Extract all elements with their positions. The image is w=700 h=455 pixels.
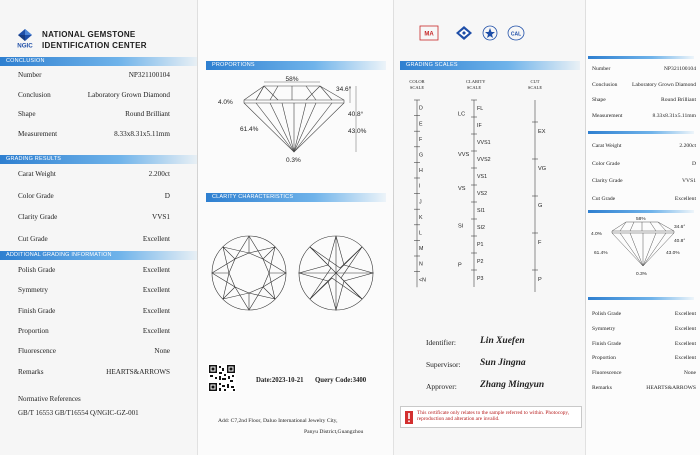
- crown-view-diagram: [212, 236, 286, 310]
- panel-grading-scales: [394, 0, 586, 455]
- clarity-plot-diagrams: [206, 230, 386, 320]
- cut-scale-head: CUT SCALE: [527, 79, 543, 90]
- ma-badge-icon: [420, 26, 438, 40]
- color-grade-label: H: [419, 168, 423, 175]
- proportions-diagram: [216, 76, 376, 162]
- clarity-scale-head: CLARITY SCALE: [466, 79, 486, 90]
- cut-grade-label: EX: [538, 129, 546, 135]
- identifier-label: Identifier:: [426, 338, 456, 347]
- field-label: Finish Grade: [18, 306, 56, 315]
- culet-pct: 0.3%: [286, 157, 301, 162]
- field-value: 2.200ct: [679, 143, 696, 149]
- field-label: Measurement: [592, 112, 623, 119]
- field-value: Excellent: [142, 286, 170, 295]
- field-value: NP321100104: [663, 66, 696, 72]
- field-value: D: [164, 191, 170, 200]
- field-value: Excellent: [674, 355, 696, 362]
- summary-proportion-bar: [588, 210, 694, 213]
- normative-title: Normative References: [18, 395, 81, 403]
- color-grade-label: N: [419, 261, 423, 268]
- summary-girdle: 4.0%: [591, 232, 602, 237]
- field-label: Shape: [18, 110, 36, 118]
- logo-text: NGIC: [17, 42, 33, 48]
- field-value: 8.33x8.31x5.11mm: [114, 129, 170, 138]
- field-label: Clarity Grade: [18, 213, 58, 221]
- normative-text: GB/T 16553 GB/T16554 Q/NGIC-GZ-001: [18, 409, 139, 417]
- summary-culet: 0.3%: [636, 272, 647, 277]
- field-label: Conclusion: [18, 90, 51, 99]
- field-label: Symmetry: [18, 286, 48, 295]
- field-label: Carat Weight: [592, 143, 622, 149]
- field-value: Laboratory Grown Diamond: [87, 90, 170, 99]
- clarity-group-label: P: [458, 262, 462, 269]
- color-grade-label: E: [419, 121, 423, 128]
- field-value: Excellent: [674, 311, 696, 317]
- clarity-grade-label: SI2: [477, 224, 485, 231]
- summary-total-depth: 43.0%: [666, 251, 680, 256]
- field-value: HEARTS&ARROWS: [106, 367, 170, 376]
- summary-crown-angle: 34.6°: [674, 225, 686, 230]
- summary-grade-bar: [588, 131, 694, 134]
- color-grade-label: I: [419, 183, 421, 190]
- field-label: Proportion: [592, 355, 616, 362]
- ngic-logo: [12, 28, 38, 48]
- field-value: None: [154, 347, 170, 356]
- field-label: Remarks: [592, 385, 612, 391]
- field-value: Round Brilliant: [125, 110, 170, 118]
- conclusion-header: CONCLUSION: [0, 57, 198, 66]
- clarity-grade-label: P3: [477, 275, 484, 282]
- field-value: 2.200ct: [148, 170, 170, 178]
- color-grade-label: L: [419, 230, 422, 237]
- cut-grade-label: P: [538, 277, 542, 283]
- color-grade-label: <N: [419, 277, 426, 284]
- color-scale-head: COLOR SCALE: [409, 79, 425, 90]
- clarity-grade-label: VVS1: [477, 139, 491, 146]
- color-grade-label: G: [419, 152, 424, 159]
- clarity-group-label: LC: [458, 111, 466, 118]
- panel-report-left: [0, 0, 198, 455]
- identifier-signature: Lin Xuefen: [480, 336, 525, 346]
- field-label: Color Grade: [18, 191, 54, 200]
- field-value: Excellent: [674, 340, 696, 347]
- field-value: Excellent: [142, 326, 170, 335]
- org-name-line1: NATIONAL GEMSTONE: [42, 30, 136, 39]
- issue-date: Date:2023-10-21: [256, 377, 304, 384]
- field-value: Excellent: [142, 306, 170, 315]
- field-label: Polish Grade: [592, 311, 622, 317]
- clarity-grade-label: FL: [477, 105, 484, 112]
- ilac-badge-icon: [483, 26, 497, 40]
- color-grade-label: K: [419, 214, 423, 221]
- cut-grade-label: G: [538, 203, 543, 209]
- address-line2: Panyu District,Guangzhou: [304, 429, 364, 435]
- field-value: NP321100104: [128, 71, 170, 79]
- panel-summary-card: [586, 0, 700, 455]
- field-value: D: [691, 160, 696, 167]
- cal-badge-icon: [508, 26, 524, 40]
- qr-code[interactable]: [208, 364, 236, 392]
- table-pct: 58%: [285, 76, 299, 83]
- field-value: Excellent: [142, 234, 170, 243]
- clarity-group-label: VS: [458, 186, 466, 193]
- cnas-badge-icon: [456, 26, 472, 40]
- field-value: Laboratory Grown Diamond: [631, 81, 696, 88]
- summary-top-bar: [588, 56, 694, 59]
- clarity-grade-label: SI1: [477, 207, 485, 214]
- color-grade-label: D: [419, 105, 423, 112]
- clarity-grade-label: VS1: [477, 173, 488, 180]
- summary-crown-height: 40.8°: [674, 239, 686, 244]
- field-label: Symmetry: [592, 325, 616, 332]
- svg-text:CAL: CAL: [510, 31, 522, 38]
- color-grade-label: F: [419, 136, 423, 143]
- additional-header: ADDITIONAL GRADING INFORMATION: [0, 251, 198, 260]
- approver-label: Approver:: [426, 382, 457, 391]
- field-label: Color Grade: [592, 160, 620, 167]
- field-label: Polish Grade: [18, 266, 56, 274]
- field-label: Number: [18, 71, 42, 79]
- clarity-group-label: VVS: [458, 152, 470, 159]
- field-value: Excellent: [674, 325, 696, 332]
- svg-text:MA: MA: [424, 31, 434, 38]
- field-label: Shape: [592, 97, 606, 103]
- field-value: 8.33x8.31x5.11mm: [652, 112, 696, 119]
- field-value: Excellent: [142, 266, 170, 274]
- proportions-header: PROPORTIONS: [206, 61, 386, 70]
- pavilion-depth: 61.4%: [240, 126, 259, 133]
- disclaimer-text: This certificate only relates to the sample referred to within. Photocopy, reproduction and alteration are invalid.: [417, 410, 570, 423]
- field-label: Finish Grade: [592, 340, 622, 347]
- address-line1: Add: C7,2nd Floor, Daluo International Jewelry City,: [218, 418, 338, 424]
- crown-height: 40.8°: [348, 111, 364, 118]
- field-value: None: [683, 370, 696, 377]
- field-value: Excellent: [674, 195, 696, 202]
- field-value: Round Brilliant: [661, 97, 696, 103]
- field-label: Fluorescence: [18, 347, 56, 356]
- field-label: Carat Weight: [18, 170, 56, 178]
- warning-icon: [405, 411, 413, 424]
- clarity-char-header: CLARITY CHARACTERISTICS: [206, 193, 386, 202]
- supervisor-signature: Sun Jingna: [480, 358, 526, 368]
- field-label: Cut Grade: [592, 195, 616, 202]
- field-label: Clarity Grade: [592, 178, 623, 184]
- clarity-group-label: SI: [458, 223, 464, 230]
- field-label: Fluorescence: [592, 370, 622, 377]
- field-value: VVS1: [152, 213, 170, 221]
- field-value: VVS1: [682, 178, 696, 184]
- crown-angle: 34.6°: [336, 86, 352, 93]
- summary-table-pct: 58%: [636, 217, 646, 222]
- field-label: Number: [592, 66, 611, 72]
- summary-extra-bar: [588, 297, 694, 300]
- field-label: Remarks: [18, 367, 44, 376]
- field-value: HEARTS&ARROWS: [646, 385, 696, 391]
- total-depth: 43.0%: [348, 128, 367, 135]
- org-name-line2: IDENTIFICATION CENTER: [42, 41, 147, 50]
- field-label: Conclusion: [592, 81, 618, 88]
- field-label: Proportion: [18, 326, 49, 335]
- panel-proportions: [198, 0, 394, 455]
- approver-signature: Zhang Mingyun: [480, 380, 545, 390]
- supervisor-label: Supervisor:: [426, 360, 461, 369]
- grading-header: GRADING RESULTS: [0, 155, 198, 164]
- grading-scales-header: GRADING SCALES: [400, 61, 580, 70]
- field-label: Measurement: [18, 129, 58, 138]
- color-grade-label: M: [419, 246, 424, 253]
- disclaimer-box: [400, 406, 582, 428]
- color-grade-label: J: [419, 199, 422, 206]
- certification-badges: [418, 24, 538, 44]
- clarity-grade-label: VVS2: [477, 156, 491, 163]
- clarity-grade-label: VS2: [477, 190, 488, 197]
- summary-pavilion: 61.4%: [594, 251, 608, 256]
- clarity-grade-label: P2: [477, 258, 484, 265]
- grading-scales-chart: [394, 92, 586, 292]
- query-code: Query Code:3400: [315, 377, 367, 384]
- field-label: Cut Grade: [18, 234, 48, 243]
- cut-grade-label: VG: [538, 166, 547, 172]
- clarity-grade-label: P1: [477, 241, 484, 248]
- summary-proportions-diagram: [590, 214, 696, 278]
- girdle-pct: 4.0%: [218, 99, 233, 106]
- cut-grade-label: F: [538, 240, 542, 246]
- clarity-grade-label: IF: [477, 122, 482, 129]
- pavilion-view-diagram: [299, 236, 373, 310]
